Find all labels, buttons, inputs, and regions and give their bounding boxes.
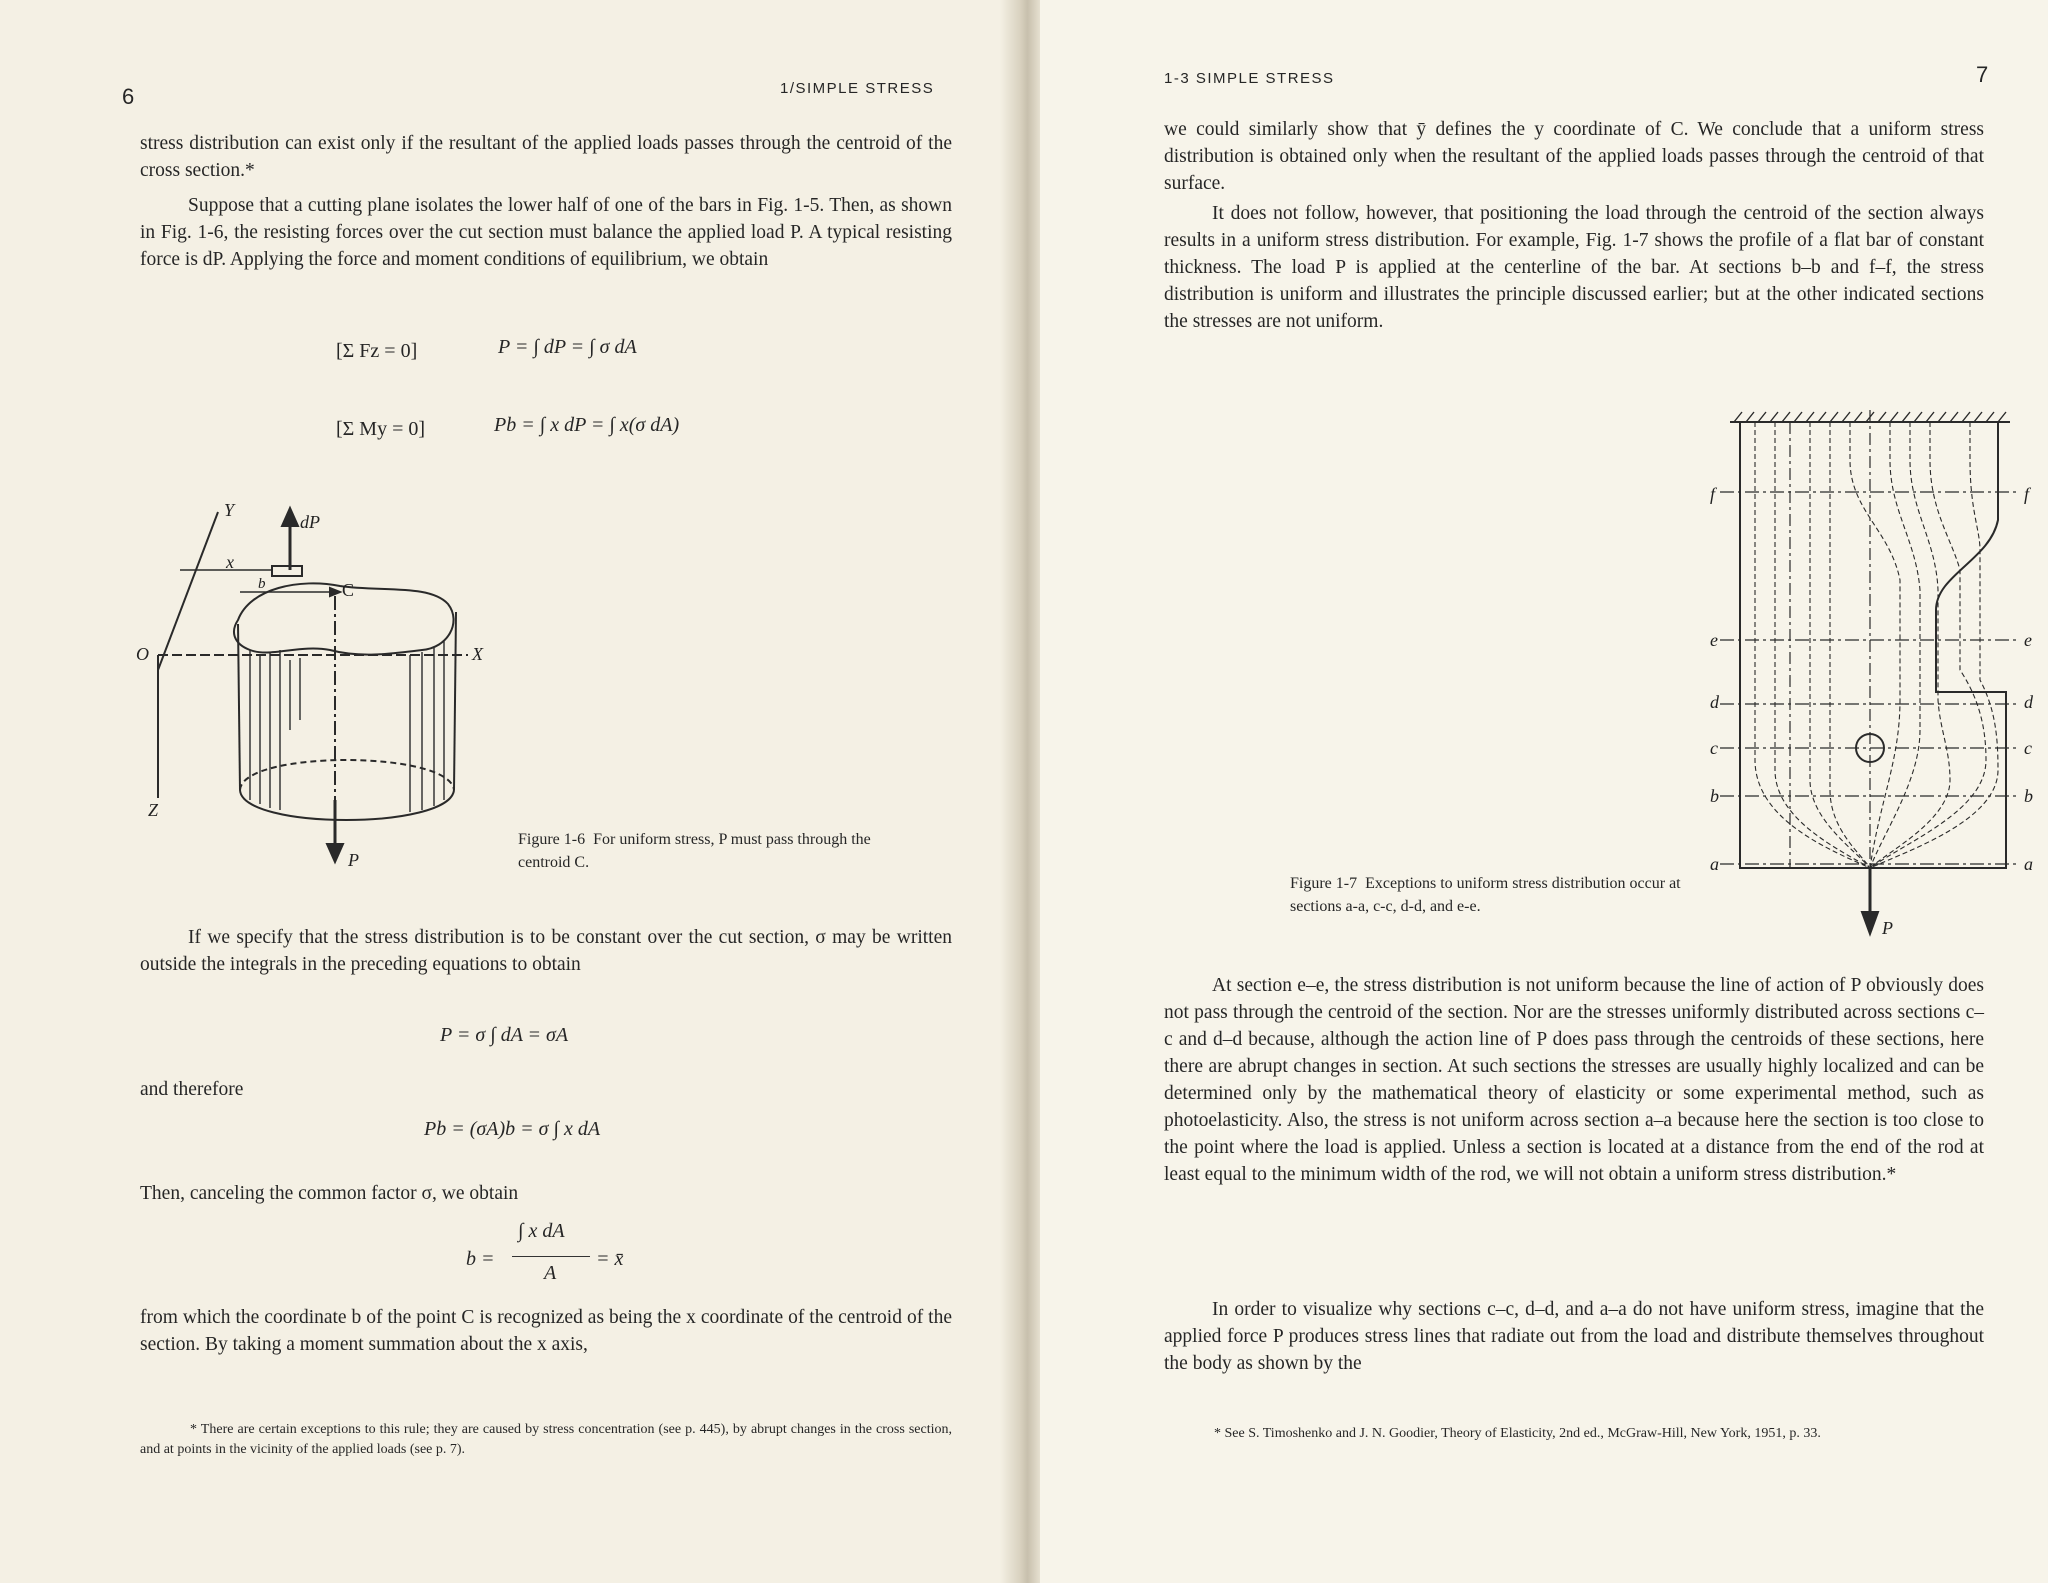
label-X: X — [472, 644, 483, 664]
paragraph-from-which: from which the coordinate b of the point C is recognized as being the x coordinate of the centroid of the section. By taking a moment summation about the x axis, — [140, 1307, 952, 1355]
right-page — [1040, 0, 2048, 1583]
equation-centroid-denominator: A — [544, 1262, 557, 1284]
label-f-left: f — [1710, 484, 1716, 504]
label-P: P — [1882, 918, 1893, 938]
equation-condition-moment: [Σ My = 0] — [336, 418, 426, 440]
label-dP: dP — [300, 512, 320, 532]
label-e-right: e — [2024, 630, 2032, 650]
figure-1-6 — [130, 500, 530, 880]
page-number: 7 — [1976, 62, 1989, 87]
figure-caption-label: Figure 1-6 — [518, 831, 586, 848]
label-b: b — [258, 576, 266, 592]
equation-uniform-moment: Pb = (σA)b = σ ∫ x dA — [424, 1118, 601, 1140]
label-d-left: d — [1710, 692, 1719, 712]
label-Z: Z — [148, 800, 159, 820]
y-axis-line — [158, 512, 218, 670]
label-x: x — [226, 552, 234, 572]
footnote: * There are certain exceptions to this rule; they are caused by stress concentration (see p. 445), by abrupt changes in the cross section, and at points in the vicinity of the applied loads (see p. 7). — [140, 1422, 952, 1457]
figure-caption-text: For uniform stress, P must pass through the centroid C. — [518, 831, 871, 871]
equation-centroid-rhs: = x̄ — [596, 1248, 624, 1270]
label-a-left: a — [1710, 854, 1719, 874]
equation-moment: Pb = ∫ x dP = ∫ x(σ dA) — [494, 414, 680, 436]
running-head: 1/SIMPLE STRESS — [780, 80, 935, 97]
figure-caption — [1290, 872, 1700, 918]
bar-outline — [1740, 422, 2006, 868]
paragraph-does-not-follow: It does not follow, however, that positioning the load through the centroid of the section always results in a uniform stress distribution. For example, Fig. 1-7 shows the profile of a flat bar of constant thickness. The load P is applied at the centerline of the bar. At sections b–b and f–f, the stress distribution is uniform and illustrates the principle discussed earlier; but at the other indicated sections the stresses are not uniform. — [1164, 203, 1984, 332]
paragraph-then: Then, canceling the common factor σ, we obtain — [140, 1183, 519, 1204]
figure-caption — [518, 828, 898, 874]
label-e-left: e — [1710, 630, 1718, 650]
label-a-right: a — [2024, 854, 2033, 874]
fraction-bar — [512, 1256, 590, 1257]
page-number: 6 — [122, 84, 135, 109]
label-C: C — [342, 580, 355, 600]
figure-caption-label: Figure 1-7 — [1290, 875, 1358, 892]
figure-1-7 — [1680, 400, 2040, 960]
footnote: * See S. Timoshenko and J. N. Goodier, Theory of Elasticity, 2nd ed., McGraw-Hill, New York, 1951, p. 33. — [1214, 1426, 1821, 1441]
label-b-right: b — [2024, 786, 2033, 806]
label-b-left: b — [1710, 786, 1719, 806]
paragraph-in-order: In order to visualize why sections c–c, d–d, and a–a do not have uniform stress, imagine that the applied force P produces stress lines that radiate out from the load and distribute themselves throughout the body as shown by the — [1164, 1299, 1984, 1374]
label-P: P — [348, 850, 359, 870]
left-page — [0, 0, 1010, 1583]
equation-centroid-numerator: ∫ x dA — [518, 1220, 565, 1242]
running-head: 1-3 SIMPLE STRESS — [1164, 70, 1335, 87]
equation-condition-force: [Σ Fz = 0] — [336, 340, 418, 362]
equation-force: P = ∫ dP = ∫ σ dA — [498, 336, 637, 358]
equation-centroid-lhs: b = — [466, 1248, 495, 1270]
label-c-left: c — [1710, 738, 1718, 758]
label-c-right: c — [2024, 738, 2032, 758]
label-Y: Y — [224, 500, 235, 520]
equation-uniform-force: P = σ ∫ dA = σA — [440, 1024, 569, 1046]
paragraph-section-e: At section e–e, the stress distribution is not uniform because the line of action of P obviously does not pass through the centroid of the section. Nor are the stresses uniformly distributed across sections c–c and d–d because, although the action line of P does pass through the centroids of these sections, here there are abrupt changes in section. At such sections the stresses are usually highly localized and can be determined only by the mathematical theory of elasticity or some experimental method, such as photoelasticity. Also, the stress is not uniform across section a–a because here the section is too close to the point where the load is applied. Unless a section is located at a distance from the end of the rod at least equal to the minimum width of the rod, we will not obtain a uniform stress distribution.* — [1164, 975, 1984, 1185]
paragraph-opening: stress distribution can exist only if the resultant of the applied loads passes through the centroid of the cross section.* — [140, 133, 952, 181]
paragraph-continue: we could similarly show that ȳ defines the y coordinate of C. We conclude that a uniform stress distribution is obtained only when the resultant of the applied loads passes through the centroid of that surface. — [1164, 119, 1984, 194]
label-O: O — [136, 644, 149, 664]
paragraph-specify: If we specify that the stress distribution is to be constant over the cut section, σ may be written outside the integrals in the preceding equations to obtain — [140, 927, 952, 975]
paragraph-suppose: Suppose that a cutting plane isolates the lower half of one of the bars in Fig. 1-5. Then, as shown in Fig. 1-6, the resisting forces over the cut section must balance the applied load P. A typical resisting force is dP. Applying the force and moment conditions of equilibrium, we obtain — [140, 195, 952, 270]
and-therefore: and therefore — [140, 1079, 244, 1100]
label-f-right: f — [2024, 484, 2030, 504]
figure-caption-text: Exceptions to uniform stress distribution occur at sections a-a, c-c, d-d, and e-e. — [1290, 875, 1681, 915]
label-d-right: d — [2024, 692, 2033, 712]
